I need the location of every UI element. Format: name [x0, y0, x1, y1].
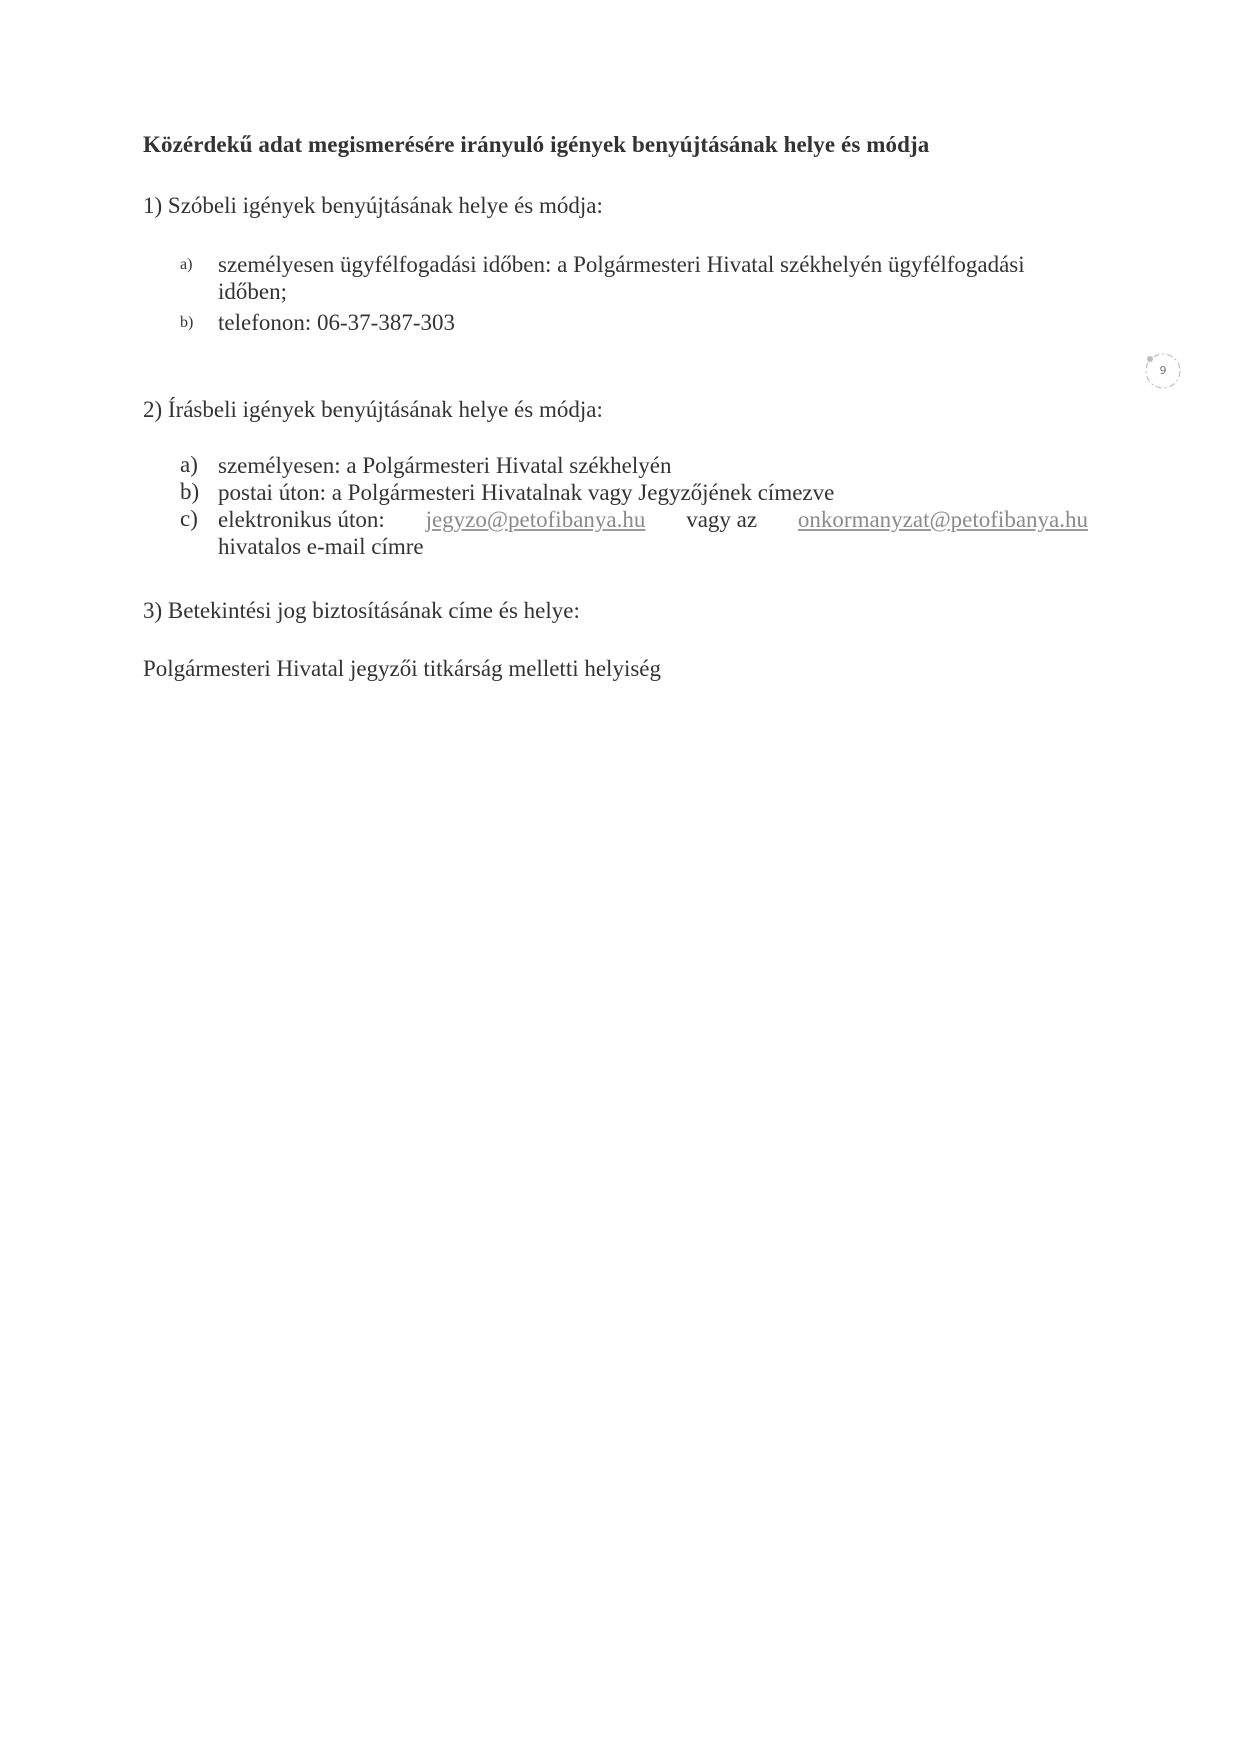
- email-link-jegyzo[interactable]: jegyzo@petofibanya.hu: [425, 507, 646, 532]
- list-marker: b): [180, 314, 194, 331]
- list-marker: a): [180, 452, 198, 477]
- list-item-text: telefonon: 06-37-387-303: [218, 310, 455, 335]
- list-marker: b): [180, 479, 200, 504]
- list-item-text: személyesen ügyfélfogadási időben: a Polgármesteri Hivatal székhelyén ügyfélfogadási időben;: [218, 252, 1025, 304]
- list-item-text: postai úton: a Polgármesteri Hivatalnak vagy Jegyzőjének címezve: [218, 480, 835, 505]
- email-line: [218, 506, 1088, 533]
- email-suffix: hivatalos e-mail címre: [218, 534, 424, 559]
- document-title: Közérdekű adat megismerésére irányuló igények benyújtásának helye és módja: [143, 132, 930, 157]
- list-marker: c): [180, 506, 198, 531]
- list-item-text: személyesen: a Polgármesteri Hivatal székhelyén: [218, 453, 672, 478]
- section3-heading: 3) Betekintési jog biztosításának címe és helye:: [143, 598, 580, 623]
- list-item-text: [218, 506, 1088, 560]
- email-middle: vagy az: [686, 507, 758, 532]
- section2-heading: 2) Írásbeli igények benyújtásának helye és módja:: [143, 397, 603, 422]
- page-number-stamp: [1143, 351, 1183, 391]
- email-prefix: elektronikus úton:: [218, 507, 385, 532]
- list-marker: a): [180, 256, 193, 273]
- email-link-onkormanyzat[interactable]: onkormanyzat@petofibanya.hu: [797, 507, 1088, 532]
- section3-body: Polgármesteri Hivatal jegyzői titkárság melletti helyiség: [143, 656, 661, 681]
- section1-heading: 1) Szóbeli igények benyújtásának helye és módja:: [143, 193, 603, 218]
- stamp-number: 9: [1159, 364, 1167, 377]
